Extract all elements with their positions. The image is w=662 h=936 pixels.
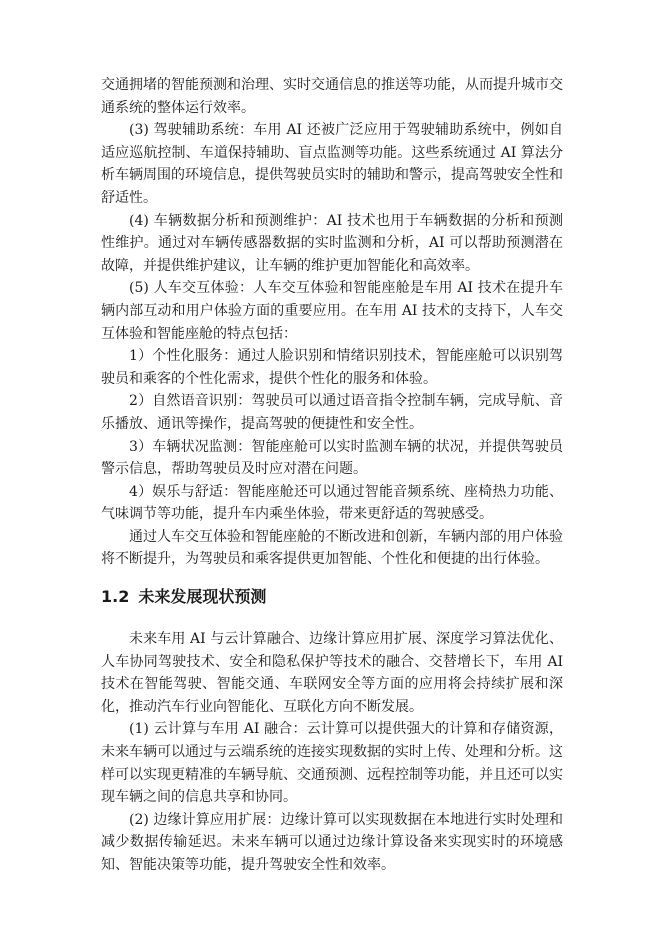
section-body-1 [101, 74, 563, 571]
paragraph: (2) 边缘计算应用扩展：边缘计算可以实现数据在本地进行实时处理和减少数据传输延迟。未来车辆可以通过边缘计算设备来实现实时的环境感知、智能决策等功能，提升驾驶安全性和效率。 [101, 811, 563, 873]
list-item: 1）个性化服务：通过人脸识别和情绪识别技术，智能座舱可以识别驾驶员和乘客的个性化需求，提供个性化的服务和体验。 [101, 348, 563, 387]
paragraph: 交通拥堵的智能预测和治理、实时交通信息的推送等功能，从而提升城市交通系统的整体运行效率。 [101, 77, 563, 116]
section-heading [101, 586, 563, 608]
paragraph: (1) 云计算与车用 AI 融合：云计算可以提供强大的计算和存储资源，未来车辆可以通过与云端系统的连接实现数据的实时上传、处理和分析。这样可以实现更精准的车辆导航、交通预测、远程控制等功能，并且还可以实现车辆之间的信息共享和协同。 [101, 721, 563, 806]
list-item: 2）自然语音识别：驾驶员可以通过语音指令控制车辆，完成导航、音乐播放、通讯等操作，提高驾驶的便捷性和安全性。 [101, 393, 563, 432]
paragraph: (5) 人车交互体验：人车交互体验和智能座舱是车用 AI 技术在提升车辆内部互动和用户体验方面的重要应用。在车用 AI 技术的支持下，人车交互体验和智能座舱的特点包括： [101, 280, 563, 342]
list-item: 3）车辆状况监测：智能座舱可以实时监测车辆的状况，并提供驾驶员警示信息，帮助驾驶员及时应对潜在问题。 [101, 438, 563, 478]
section-title: 未来发展现状预测 [138, 587, 267, 607]
paragraph: (3) 驾驶辅助系统：车用 AI 还被广泛应用于驾驶辅助系统中，例如自适应巡航控制、车道保持辅助、盲点监测等功能。这些系统通过 AI 算法分析车辆周围的环境信息，提供驾驶员实时的辅助和警示，提高驾驶安全性和舒适性。 [101, 122, 563, 206]
section-body-2 [101, 628, 563, 877]
section-number: 1.2 [101, 587, 130, 607]
paragraph: 通过人车交互体验和智能座舱的不断改进和创新，车辆内部的用户体验将不断提升，为驾驶员和乘客提供更加智能、个性化和便捷的出行体验。 [101, 528, 563, 568]
document-page [101, 74, 563, 877]
paragraph: (4) 车辆数据分析和预测维护：AI 技术也用于车辆数据的分析和预测性维护。通过对车辆传感器数据的实时监测和分析，AI 可以帮助预测潜在故障，并提供维护建议，让车辆的维护更加智能化和高效率。 [101, 212, 563, 274]
paragraph: 未来车用 AI 与云计算融合、边缘计算应用扩展、深度学习算法优化、人车协同驾驶技术、安全和隐私保护等技术的融合、交替增长下，车用 AI 技术在智能驾驶、智能交通、车联网安全等方面的应用将会持续扩展和深化，推动汽车行业向智能化、互联化方向不断发展。 [101, 631, 563, 715]
list-item: 4）娱乐与舒适：智能座舱还可以通过智能音频系统、座椅热力功能、气味调节等功能，提升车内乘坐体验，带来更舒适的驾驶感受。 [101, 483, 563, 523]
